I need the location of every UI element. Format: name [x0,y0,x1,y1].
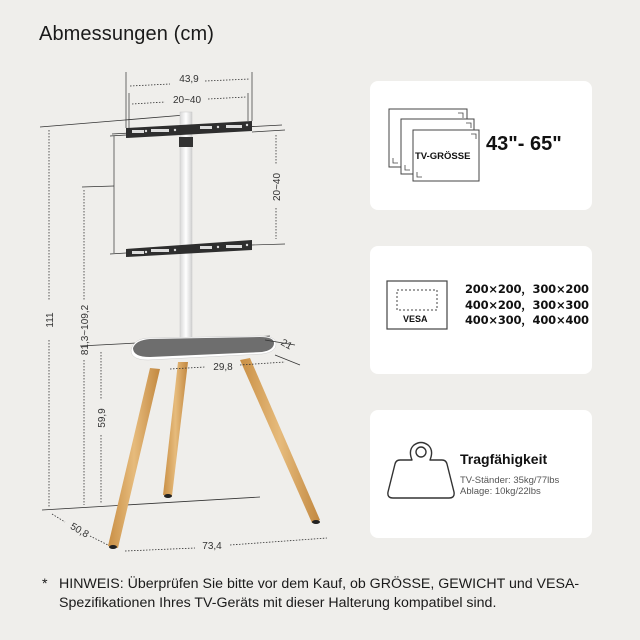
shelf [131,336,276,360]
tv-stand-capacity: TV-Ständer: 35kg/77lbs [460,475,560,486]
dim-shelf-height: 59,9 [97,408,108,428]
dim-base-width: 73,4 [202,541,222,552]
load-capacity-card [370,410,592,538]
compatibility-note [42,575,632,613]
dim-bracket-spacing: 20~40 [272,172,283,202]
vesa-card [370,246,592,374]
vesa-line: 400×300，400×400 [465,313,589,327]
vesa-patterns [465,282,589,329]
dim-mount-width-adjust: 20~40 [172,95,202,106]
dim-mount-width: 43,9 [179,74,199,85]
page-title: Abmessungen (cm) [39,23,214,45]
dim-shelf-depth: 21 [278,337,294,353]
vesa-line: 200×200，300×200 [465,282,589,296]
note-asterisk: * [42,576,48,592]
vesa-icon-label: VESA [403,314,428,324]
legs [108,358,320,549]
note-text: HINWEIS: Überprüfen Sie bitte vor dem Kauf, ob GRÖSSE, GEWICHT und VESA-Spezifikationen Ihres TV-Geräts mit dieser Halterung kompatibel sind. [59,576,580,611]
dim-mount-height: 81,3~109,2 [80,304,91,356]
dim-base-depth: 50,8 [68,521,91,541]
tv-size-value: 43"- 65" [486,133,562,155]
dim-total-height: 111 [45,312,56,328]
shelf-capacity: Ablage: 10kg/22lbs [460,486,541,497]
vesa-line: 400×200，300×300 [465,297,589,312]
tv-size-icon-label: TV-GRÖSSE [415,151,471,162]
dim-shelf-width: 29,8 [213,362,233,373]
tv-stack-icon [388,108,480,183]
weight-icon [386,440,456,500]
load-capacity-title: Tragfähigkeit [460,451,548,467]
tv-size-card [370,81,592,210]
